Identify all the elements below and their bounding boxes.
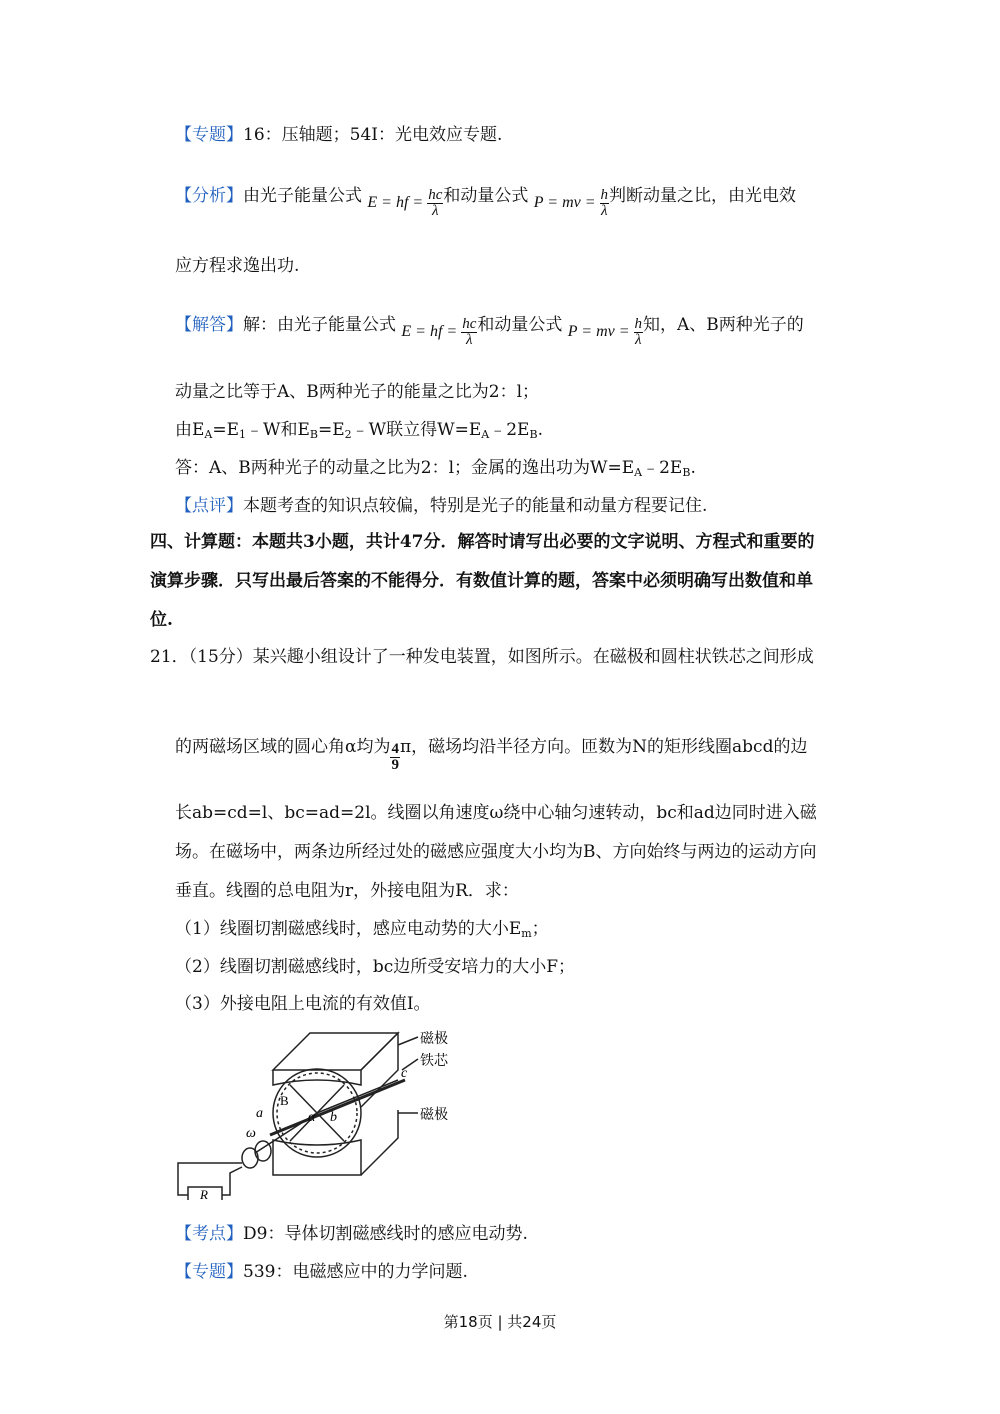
- zhuanti-text: 16：压轴题；54I：光电效应专题.: [243, 125, 503, 145]
- q21-line-1: 21．（15分）某兴趣小组设计了一种发电装置，如图所示。在磁极和圆柱状铁芯之间形成: [150, 647, 814, 667]
- energy-eq-text: E = hf =: [401, 323, 458, 341]
- page-footer: 第18页 | 共24页: [443, 1313, 557, 1331]
- frac-num: h: [634, 316, 643, 332]
- frac-num: hc: [462, 316, 477, 332]
- frac-den: λ: [432, 203, 439, 219]
- label-core: 铁芯: [420, 1053, 448, 1069]
- jieda-line-3: [175, 418, 543, 447]
- zhuanti-tag: 【专题】: [175, 125, 243, 145]
- frac-num: 4: [391, 741, 399, 757]
- fenxi-tag: 【分析】: [175, 186, 243, 206]
- dianping-tag: 【点评】: [175, 496, 243, 516]
- frac-den: λ: [601, 203, 608, 219]
- sub: m: [521, 927, 532, 940]
- zhuanti-line-1: [175, 123, 502, 147]
- sub: B: [309, 428, 319, 441]
- zhuanti-text-2: 539：电磁感应中的力学问题.: [243, 1262, 468, 1282]
- label-omega: ω: [246, 1126, 256, 1141]
- t: ﹣2E: [489, 420, 530, 440]
- t: ﹣2E: [642, 458, 683, 478]
- t: =E: [318, 420, 345, 440]
- t: ﹣W联立得W=E: [351, 420, 482, 440]
- four-ninths: [390, 742, 400, 773]
- t: ﹣W和E: [246, 420, 310, 440]
- frac-den: λ: [466, 332, 473, 348]
- kaodian-text: D9：导体切割磁感线时的感应电动势.: [243, 1224, 528, 1244]
- jieda-line-2: 动量之比等于A、B两种光子的能量之比为2：l；: [175, 382, 540, 402]
- frac-num: hc: [428, 187, 443, 203]
- jieda-text-a: 解：由光子能量公式: [243, 315, 396, 335]
- t: ；: [531, 919, 549, 939]
- fenxi-line: [175, 174, 796, 219]
- hc-over-lambda: [427, 188, 443, 219]
- frac-num: h: [600, 187, 609, 203]
- fenxi-text-c: 判断动量之比，由光电效: [609, 186, 797, 206]
- sub: A: [481, 428, 490, 441]
- zhuanti-line-2: [175, 1260, 468, 1284]
- fenxi-text-b: 和动量公式: [443, 186, 529, 206]
- label-a: a: [256, 1106, 263, 1121]
- h-over-lambda: [600, 188, 610, 219]
- momentum-eq-text: P = mv =: [533, 194, 596, 212]
- frac-den: 9: [391, 757, 399, 773]
- sub: 1: [239, 428, 247, 441]
- label-c: c: [401, 1066, 408, 1081]
- sub: 2: [344, 428, 352, 441]
- sub: A: [634, 466, 643, 479]
- label-B: B: [280, 1093, 289, 1108]
- h-over-lambda: [634, 317, 644, 348]
- q21-line-4: 场。在磁场中，两条边所经过处的磁感应强度大小均为B、方向始终与两边的运动方向: [175, 842, 817, 862]
- t: （1）线圈切割磁感线时，感应电动势的大小E: [175, 919, 522, 939]
- generator-figure: [170, 1025, 460, 1200]
- jieda-tag: 【解答】: [175, 315, 243, 335]
- section4-line-3: 位.: [150, 610, 173, 630]
- sub: B: [529, 428, 538, 441]
- jieda-line: [175, 303, 804, 348]
- jieda-text-b: 和动量公式: [477, 315, 563, 335]
- energy-formula: [367, 188, 443, 219]
- t: .: [537, 420, 543, 440]
- t: 的两磁场区域的圆心角α均为: [175, 737, 391, 757]
- zhuanti-tag-2: 【专题】: [175, 1262, 243, 1282]
- q21-sub-1: [175, 917, 549, 946]
- t: 答：A、B两种光子的动量之比为2：l；金属的逸出功为W=E: [175, 458, 635, 478]
- q21-line-3: 长ab=cd=l、bc=ad=2l。线圈以角速度ω绕中心轴匀速转动，bc和ad边同时进入磁: [175, 803, 817, 823]
- t: 由E: [175, 420, 205, 440]
- sub: B: [682, 466, 691, 479]
- q21-sub-2: （2）线圈切割磁感线时，bc边所受安培力的大小F；: [175, 957, 576, 977]
- kaodian-line: [175, 1222, 528, 1246]
- dianping-text: 本题考查的知识点较偏，特别是光子的能量和动量方程要记住.: [243, 496, 708, 516]
- dianping-line: [175, 494, 707, 518]
- q21-line-5: 垂直。线圈的总电阻为r，外接电阻为R．求：: [175, 881, 519, 901]
- label-cipole-top: 磁极: [420, 1031, 448, 1047]
- section4-line-1: 四、计算题：本题共3小题，共计47分．解答时请写出必要的文字说明、方程式和重要的: [150, 532, 815, 552]
- q21-sub-3: （3）外接电阻上电流的有效值I。: [175, 994, 431, 1014]
- t: .: [690, 458, 696, 478]
- q21-line-2: [175, 722, 807, 773]
- momentum-eq-text: P = mv =: [567, 323, 630, 341]
- t: π，磁场均沿半径方向。匝数为N的矩形线圈abcd的边: [399, 737, 808, 757]
- t: =E: [212, 420, 240, 440]
- hc-over-lambda: [461, 317, 477, 348]
- momentum-formula: [534, 188, 609, 219]
- jieda-text-c: 知，A、B两种光子的: [643, 315, 804, 335]
- label-b: b: [330, 1110, 337, 1125]
- section4-line-2: 演算步骤．只写出最后答案的不能得分．有数值计算的题，答案中必须明确写出数值和单: [150, 571, 813, 591]
- label-alpha: α: [308, 1110, 316, 1125]
- label-cipole-bottom: 磁极: [420, 1107, 448, 1123]
- sub: A: [204, 428, 213, 441]
- frac-den: λ: [635, 332, 642, 348]
- energy-formula-2: [401, 317, 477, 348]
- fenxi-cont: 应方程求逸出功.: [175, 256, 300, 276]
- momentum-formula-2: [568, 317, 643, 348]
- fenxi-text-a: 由光子能量公式: [243, 186, 362, 206]
- label-R: R: [200, 1187, 208, 1200]
- kaodian-tag: 【考点】: [175, 1224, 243, 1244]
- energy-eq-text: E = hf =: [367, 194, 424, 212]
- answer-line: [175, 456, 696, 485]
